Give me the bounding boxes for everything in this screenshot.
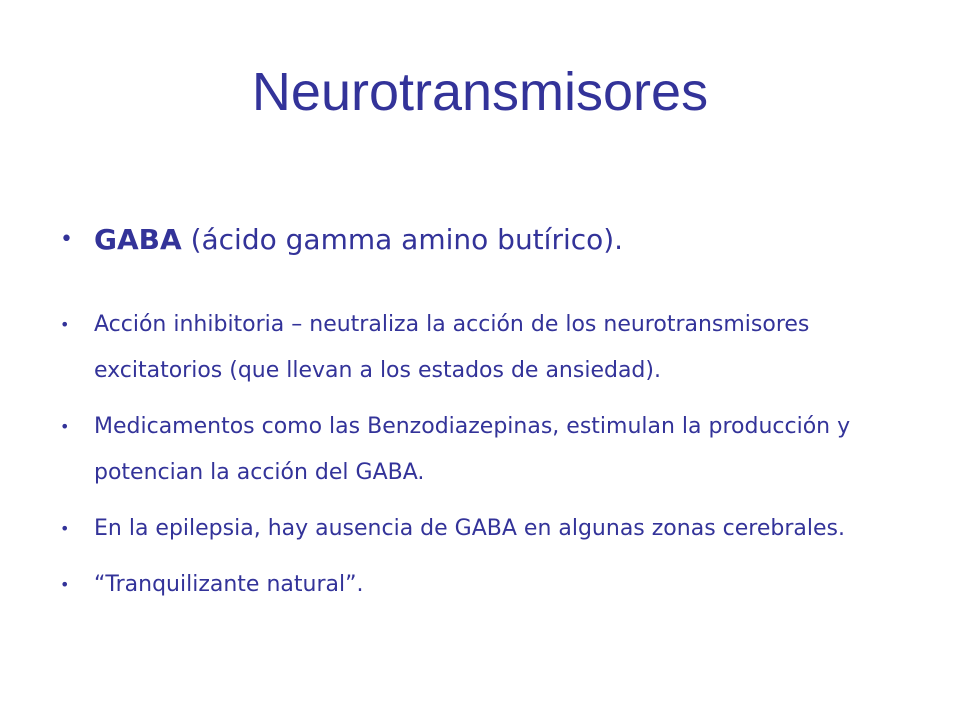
bullet-gaba-term: GABA: [94, 223, 182, 256]
bullet-epilepsy: [56, 506, 916, 552]
bullet-text: Medicamentos como las Benzodiazepinas, estimulan la producción y potencian la acción del GABA.: [94, 414, 851, 485]
bullet-text: En la epilepsia, hay ausencia de GABA en algunas zonas cerebrales.: [94, 516, 845, 541]
bullet-text: Acción inhibitoria – neutraliza la acción de los neurotransmisores excitatorios (que llevan a los estados de ansiedad).: [94, 312, 810, 383]
bullet-gaba-definition: (ácido gamma amino butírico).: [181, 223, 624, 256]
slide-title: Neurotransmisores: [251, 62, 709, 122]
bullet-dot: •: [60, 575, 70, 594]
bullet-dot: •: [60, 315, 70, 334]
bullet-dot: •: [60, 519, 70, 538]
bullet-natural-tranquilizer: [56, 562, 916, 608]
bullet-list: [56, 216, 916, 618]
bullet-medications: [56, 404, 916, 496]
bullet-dot: •: [60, 417, 70, 436]
bullet-dot: •: [60, 227, 73, 252]
bullet-gaba: [56, 216, 916, 264]
bullet-text: “Tranquilizante natural”.: [94, 572, 364, 597]
bullet-inhibitory-action: [56, 302, 916, 394]
